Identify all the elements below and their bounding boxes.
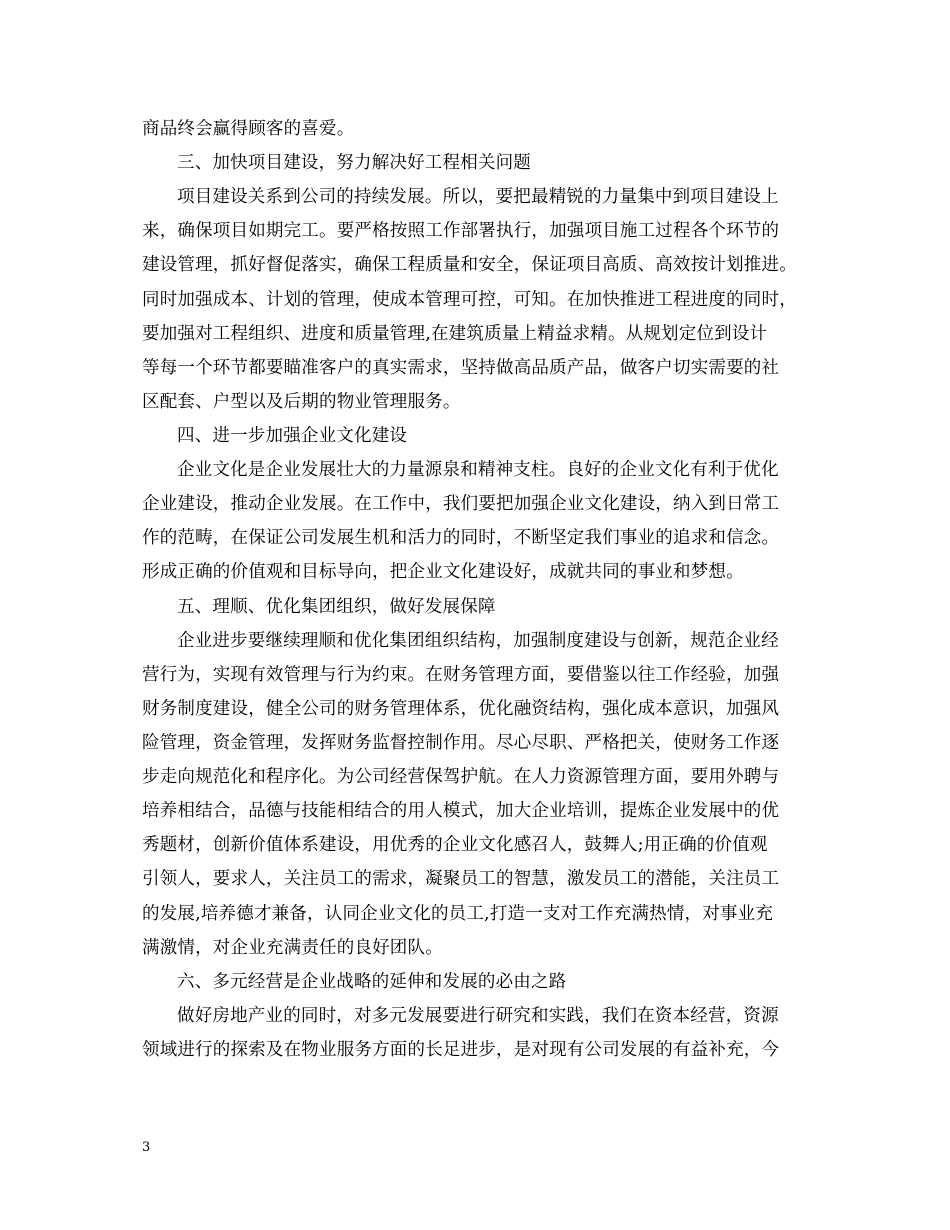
text-line: 引领人，要求人，关注员工的需求，凝聚员工的智慧，激发员工的潜能，关注员工 <box>142 869 780 889</box>
section-heading: 四、进一步加强企业文化建设 <box>177 426 408 446</box>
text-line: 财务制度建设，健全公司的财务管理体系，优化融资结构，强化成本意识，加强风 <box>142 699 780 719</box>
text-line: 来，确保项目如期完工。要严格按照工作部署执行，加强项目施工过程各个环节的 <box>142 221 780 241</box>
text-line: 的发展,培养德才兼备，认同企业文化的员工,打造一支对工作充满热情，对事业充 <box>142 904 774 924</box>
section-heading: 五、理顺、优化集团组织，做好发展保障 <box>177 597 496 617</box>
text-line: 营行为，实现有效管理与行为约束。在财务管理方面，要借鉴以往工作经验，加强 <box>142 665 780 685</box>
text-line: 区配套、户型以及后期的物业管理服务。 <box>142 392 461 412</box>
text-line: 建设管理，抓好督促落实，确保工程质量和安全，保证项目高质、高效按计划推进。 <box>142 255 797 275</box>
text-line: 做好房地产业的同时，对多元发展要进行研究和实践，我们在资本经营，资源 <box>177 1006 779 1026</box>
text-line: 险管理，资金管理，发挥财务监督控制作用。尽心尽职、严格把关，使财务工作逐 <box>142 733 780 753</box>
text-line: 同时加强成本、计划的管理，使成本管理可控，可知。在加快推进工程进度的同时， <box>142 290 797 310</box>
text-line: 等每一个环节都要瞄准客户的真实需求，坚持做高品质产品，做客户切实需要的社 <box>142 358 780 378</box>
text-line: 项目建设关系到公司的持续发展。所以，要把最精锐的力量集中到项目建设上 <box>177 187 779 207</box>
text-line: 领域进行的探索及在物业服务方面的长足进步，是对现有公司发展的有益补充，今 <box>142 1040 780 1060</box>
text-line: 培养相结合，品德与技能相结合的用人模式，加大企业培训，提炼企业发展中的优 <box>142 801 780 821</box>
text-line: 作的范畴，在保证公司发展生机和活力的同时，不断坚定我们事业的追求和信念。 <box>142 528 780 548</box>
text-line: 秀题材，创新价值体系建设，用优秀的企业文化感召人，鼓舞人;用正确的价值观 <box>142 835 768 855</box>
section-heading: 三、加快项目建设，努力解决好工程相关问题 <box>177 153 531 173</box>
text-line: 要加强对工程组织、进度和质量管理,在建筑质量上精益求精。从规划定位到设计 <box>142 324 768 344</box>
text-line: 满激情，对企业充满责任的良好团队。 <box>142 938 443 958</box>
text-line: 企业建设，推动企业发展。在工作中，我们要把加强企业文化建设，纳入到日常工 <box>142 494 780 514</box>
text-line: 形成正确的价值观和目标导向，把企业文化建设好，成就共同的事业和梦想。 <box>142 562 744 582</box>
text-line: 企业进步要继续理顺和优化集团组织结构，加强制度建设与创新，规范企业经 <box>177 631 779 651</box>
text-line: 企业文化是企业发展壮大的力量源泉和精神支柱。良好的企业文化有利于优化 <box>177 460 779 480</box>
page-number: 3 <box>142 1140 151 1155</box>
section-heading: 六、多元经营是企业战略的延伸和发展的必由之路 <box>177 972 567 992</box>
text-line: 商品终会赢得顾客的喜爱。 <box>142 119 355 139</box>
text-line: 步走向规范化和程序化。为公司经营保驾护航。在人力资源管理方面，要用外聘与 <box>142 767 780 787</box>
